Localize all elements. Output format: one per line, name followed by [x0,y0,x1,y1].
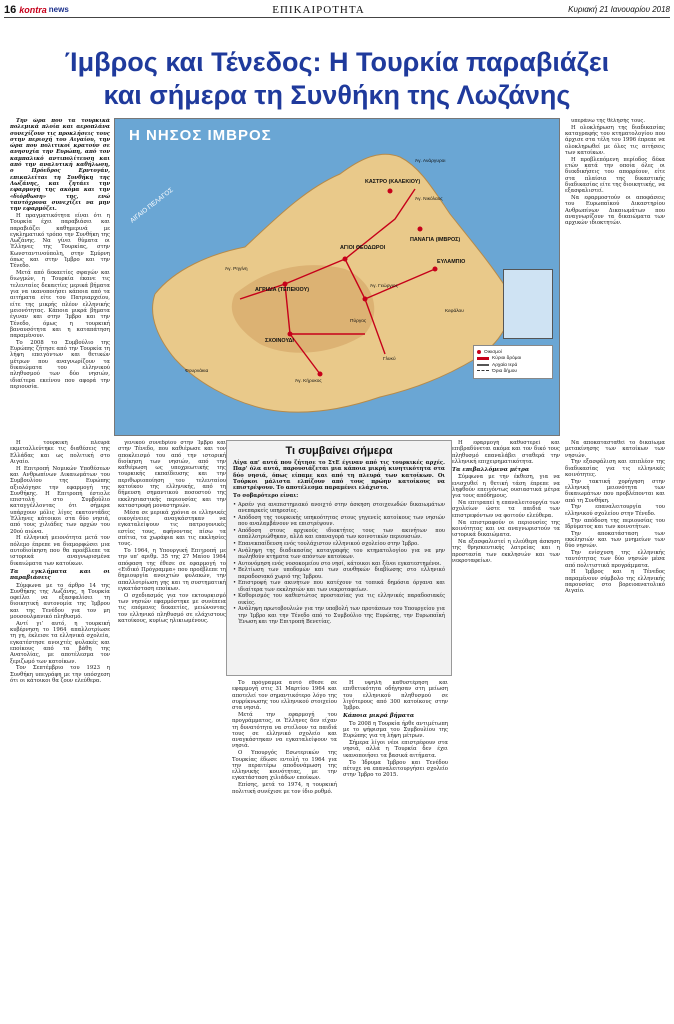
paragraph: Να αποκατασταθεί το δικαίωμα μετακίνησης των κατοίκων των νησιών. [565,440,665,459]
map-graphic [115,119,560,436]
settlement-marker [343,257,348,262]
paragraph: Το 2008 η Τουρκία ήρθε αντιμέτωπη με το ψήφισμα του Συμβουλίου της Ευρώπης για τη λήψη μέτρων. [343,720,448,740]
paragraph: Ο Υπουργός Εσωτερικών της Τουρκίας έδωσε εντολή το 1964 για την περαιτέρω αποδυνάμωση της ελληνικής κοινότητας, με την εγκατάσταση χιλιάδων εποίκων. [232,750,337,782]
legend-item: Οικισμοί [477,350,549,355]
settlement-marker [388,189,393,194]
article-headline [20,46,654,112]
paragraph: Τον Σεπτέμβριο του 1923 η Συνθήκη υπεγράφη με την υπόσχεση ότι οι κάτοικοι θα ζουν ελεύθερα. [10,665,110,684]
location-inset-map [503,269,553,339]
page-number: 16 [4,3,17,16]
place-label: ΑΓΙΟΙ ΘΕΟΔΩΡΟΙ [340,245,386,251]
paragraph: Η πραγματικότητα είναι ότι η Τουρκία έχει παραβιάσει και παραβιάζει καθημερινά με εγκληματικό τρόπο την Συνθήκη της Λωζάνης. Να γίνει θύματα οι Έλληνες της Τουρκίας, στην Κωνσταντινούπολη, στην Σμύρνη όπως και στην Ίμβρο και την Τένεδο. [10,212,110,270]
list-item: • Ανάληψη πρωτοβουλιών για την υποβολή των προτάσεων του Υπουργείου για την Ίμβρο και την Τένεδο από το Συμβούλιο της Ευρώπης, την Ευρωπαϊκή Ένωση και την Επιτροπή Βενετίας. [233,606,445,625]
paragraph: Επίσης, μετά το 1974, η τουρκική πολιτική συνέχισε με τον ίδιο ρυθμό. [232,782,337,795]
column-1-top [10,118,110,438]
place-label: Άγ. Κήρυκος [295,379,322,384]
paragraph: Το 1964, η Υπουργική Επιτροπή με την υπ’ αριθμ. 35 της 27 Μαΐου 1964 απόφαση της έθεσε σε εφαρμογή το «Ειδικό Πρόγραμμα» που προέβλεπε τη δημιουργία ανοιχτών φυλακών, την απαλλοτρίωση γης και τη συστηματική εγκατάσταση εποίκων. [118,548,226,592]
place-label: Άγ. Νικόλαος [415,197,443,202]
place-label: ΠΑΝΑΓΙΑ (ΙΜΒΡΟΣ) [410,237,461,243]
legend-item: Όρια δήμου [477,369,549,374]
list-item: • Ανάληψη της διαδικασίας καταγραφής του κτηματολογίου για να μην πωληθούν κτήματα των απόντων κατοίκων. [233,548,445,560]
settlement-marker [318,372,323,377]
list-item: • Απόδοση της τουρκικής υπηκοότητας στους γηγενείς κατοίκους των νησιών που αναλαμβάνουν να επιστρέψουν. [233,515,445,527]
issue-date: Κυριακή 21 Ιανουαρίου 2018 [568,5,670,14]
place-label: ΑΓΡΙΔΙΑ (ΤΕΠΕΚΙΟΥ) [255,287,309,293]
list-item: • Βελτίωση των υποδομών και των συνθηκών διαβίωσης στο ελληνικό παραδοσιακό χωριό της Ίμβρου. [233,567,445,579]
map-legend [473,345,553,379]
subheading: Τα επιβαλλόμενα μέτρα [452,467,530,474]
paragraph: Ο σχεδιασμός για τον εκτουρκισμό των νησιών εφαρμόστηκε με συνέπεια τις επόμενες δεκαετίες, μειώνοντας τον ελληνικό πληθυσμό σε ελάχιστους κατοίκους, κυρίως ηλικιωμένους. [118,592,226,624]
list-item: • Αυτονόμηση ενός νοσοκομείου στο νησί, κάτοικοι και ξένοι εγκατεστημένοι. [233,561,445,567]
sea-label: ΑΙΓΑΙΟ ΠΕΛΑΓΟΣ [129,186,175,225]
paragraph: Η ελληνική μειονότητα μετά τον πόλεμο έπρεπε να διαμορφώσει μια αυτοδιοίκηση που θα προέβλεπε τα ιστορικά αναγνωρισμένα δικαιώματα των κατοίκων. [10,535,110,567]
brand-suffix: news [48,5,69,14]
paragraph: Να εφαρμοστούν οι αποφάσεις του Ευρωπαϊκού Δικαστηρίου Ανθρωπίνων Δικαιωμάτων που αναγνωρίζουν τα δικαιώματα των αρχικών ιδιοκτητών. [565,195,665,227]
column-5-bottom [565,440,665,1018]
list-item: • Καθορισμός του καθεστώτος προστασίας για τις ελληνικές παραδοσιακές οικίες. [233,593,445,605]
list-item: • Αρσέν για ανεπιστημιακό ανοιχτό στην άσκηση στοιχειωδών δικαιωμάτων ανεπαρκείς υπηρεσίες. [233,502,445,514]
box-subhead: Το σοβαρότερο είναι: [233,493,299,500]
settlement-marker [288,332,293,337]
settlement-marker [363,297,368,302]
paragraph: Η Επιτροπή Νομικών Υποθέσεων και Ανθρωπίνων Δικαιωμάτων του Συμβουλίου της Ευρώπης αξιολόγησε την εφαρμογή της Συνθήκης. Η Επιτροπή έστειλε επιστολή στο Συμβούλιο καταγγέλλοντας ότι σήμερα υπάρχουν μόλις λίγες εκατοντάδες Έλληνες κάτοικοι στα δύο νησιά, από τους χιλιάδες των αρχών του 20ού αιώνα. [10,465,110,535]
imbros-map [114,118,560,436]
paragraph: υπεράνω της θέλησής τους. [571,118,646,124]
settlement-marker [433,267,438,272]
place-label: Φουρνάκια [185,369,209,374]
paragraph: Το 2008 το Συμβούλιο της Ευρώπης ζήτησε από την Τουρκία τη λήψη επειγόντων και θετικών μέτρων που αναγνωρίζουν τα δικαιώματα του ελληνικού πληθυσμού των δύο νησιών, ιδιαίτερα εκείνου που αφορά την περιουσία. [10,339,110,390]
place-label: Άγ. Ρηγίνη [225,267,248,272]
paragraph: γενικού συνεδρίου στην Ίμβρο και στην Τένεδο, που καθιέρωσε και τον αποκλεισμό του από την ιστορική διοίκηση των νησιών, από την καθιέρωση ως υποχρεωτικής της τουρκικής εκπαίδευσης και την περιθωριοποίηση του τελευταίου κατοίκου της ελληνικής, από τη δήμευση σημαντικού ποσοστού της εκκλησιαστικής περιουσίας και την καταστροφή μοναστηριών. [118,440,226,509]
place-label: ΕΥΛΑΜΠΙΟ [437,259,466,265]
place-label: Κεφάλου [445,309,464,314]
paragraph: Η ολοκλήρωση της διαδικασίας καταγραφής του κτηματολογίου που άρχισε στα τέλη του 1996 έπρεπε να ολοκληρωθεί με όλες τις αιτήσεις των κατοίκων. [565,124,665,156]
paragraph: Το πρόγραμμα αυτό έθεσε σε εφαρμογή στις 31 Μαρτίου 1964 και αποτελεί τον σημαντικότερο λόγο της συρρίκνωσης του ελληνικού στοιχείου στα νησιά. [232,680,337,712]
paragraph: Την ενίσχυση της ελληνικής ταυτότητας των δύο νησιών μέσα από πολιτιστικά προγράμματα. [565,550,665,569]
headline-line-1: Ίμβρος και Τένεδος: Η Τουρκία παραβιάζει [64,47,610,77]
box-intro: Λίγα απ’ αυτά που ζήτησε το ΣτΕ έγιναν από τις τουρκικές αρχές. Παρ’ όλα αυτά, παρουσιάζεται μια κάποια μικρή κινητικότητα στα δύο νησιά, όπως είπαμε και από τη πλευρά των κατοίκων. Οι Τούρκοι μάλιστα ελπίζουν από τους πρώην κατοίκους να επιστρέψουν. Το αποτέλεσμα παραμένει ελάχιστο. [233,460,445,492]
box-title: Τι συμβαίνει σήμερα [285,445,393,457]
box-list [233,502,445,625]
paragraph: Το Ίδρυμα Ίμβρου και Τενέδου πέτυχε να επαναλειτουργήσει σχολείο στην Ίμβρο το 2015. [343,759,448,779]
section-title: ΕΠΙΚΑΙΡΟΤΗΤΑ [272,3,365,16]
subheading: Τα εγκλήματα και οι παραβιάσεις [10,568,110,582]
paragraph: Την τακτική χορήγηση στην ελληνική μειονότητα των δικαιωμάτων που προβλέπονται και από τη Συνθήκη. [565,478,665,504]
headline-line-2: και σήμερα τη Συνθήκη της Λωζάνης [103,80,571,110]
paragraph: Την αποκατάσταση των εκκλησιών και των μνημείων των δύο νησιών. [565,530,665,550]
legend-item: Αρχαία Ιερά [477,363,549,368]
list-item: • Απόδοση στους αρχικούς ιδιοκτήτες τους των ακινήτων που απαλλοτριώθηκαν, αλλά και επαναγορά των κοινοτικών περιουσιών. [233,528,445,540]
list-item: • Επιστροφή των ακινήτων που κατέχουν τα τοπικά δημόσια όργανα και ιδιαίτερα των εκκλησιών και των νεκροταφείων. [233,580,445,592]
place-label: Γλυκύ [383,357,396,362]
paragraph: Να εξασφαλιστεί η ελεύθερη άσκηση της θρησκευτικής λατρείας και η προστασία των εκκλησιών και των νεκροταφείων. [452,538,560,564]
paragraph: Να επιστραφούν οι περιουσίες της κοινότητας και να αναγνωριστούν τα ιστορικά δικαιώματα. [452,519,560,539]
map-title: Η ΝΗΣΟΣ ΙΜΒΡΟΣ [129,127,272,144]
paragraph: Η τουρκική πλευρά εκμεταλλεύτηκε τις διαθέσεις της Ελλάδας και ως πολιτική στο Αιγαίο. [10,440,110,465]
paragraph: Την επαναλειτουργία του ελληνικού σχολείου στην Τένεδο. [565,504,665,517]
paragraph: Μετά από δεκαετίες σφαγών και διωγμών, η Τουρκία έκανε τις τελευταίες δεκαετίες μερικά βήματα για να ικανοποιήσει κάποια από τα αιτήματα είτε του Πατριαρχείου, είτε της μικρής πλέον ελληνικής μειονότητας. Κάποια μικρά βήματα έγιναν και στην Ίμβρο και την Τένεδο, όμως η τουρκική βαναυσότητα και η καταπάτηση παραμένουν. [10,270,110,340]
column-4 [452,440,560,1018]
brand-logo: kontra [19,4,47,15]
settlement-marker [283,282,288,287]
paragraph: Η Ίμβρος και η Τένεδος παραμένουν σύμβολο της ελληνικής παρουσίας στο βορειοανατολικό Αιγαίο. [565,569,665,595]
paragraph: Σύμφωνα με την έκθεση, για να ενισχυθεί η θετική τάση έπρεπε να ληφθούν επειγόντως ουσιαστικά μέτρα για τους απόδημους. [452,474,560,500]
paragraph: Την απόδοση της περιουσίας του Ιδρύματος και των κοινοτήτων. [565,517,665,530]
column-3-right [343,680,448,1018]
paragraph: Μετά την εφαρμογή του προγράμματος, οι Έλληνες δεν είχαν τη δυνατότητα να στείλουν τα παιδιά τους σε ελληνικό σχολείο και αναγκάστηκαν να εγκαταλείψουν τα νησιά. [232,711,337,750]
column-5-top [565,118,665,438]
paragraph: Να επιτραπεί η επαναλειτουργία των σχολείων ώστε τα παιδιά των επιστρεφόντων να φοιτούν ελεύθερα. [452,500,560,519]
legend-item: Κύριοι δρόμοι [477,356,549,361]
subheading: Κάποια μικρά βήματα [343,713,415,720]
paragraph: Η προβλεπόμενη περίοδος δέκα ετών κατά την οποία όλες οι διεκδικήσεις του απορρέουν, είτε στα πλαίσια της δικαστικής διαδικασίας είτε της διοικητικής, να εξασφαλιστεί. [565,156,665,195]
paragraph: Την ώρα που τα τουρκικά πολεμικά πλοία και αεροπλάνα συνεχίζουν τις προκλήσεις τους στην περιοχή του Αιγαίου, την ώρα που πολιτικοί κρατούν σε ανησυχία την Ευρώπη, από τον καμπαλικό αντιπολίτευση και από την αναλυτική καθήλωση, ο Πρόεδρος Ερντογάν, επικαλείται τη Συνθήκη της Λωζάνης, και ζητάει την εφαρμογή της ακόμα και την «διόρθωση» της, ενώ ταυτόχρονα συνεχίζει να μην την εφαρμόζει. [10,118,110,213]
place-label: Άγ. Ανάργυροι [415,159,446,164]
sidebar-box [226,440,452,676]
paragraph: Η υψηλή καθυστέρηση και επιθετικότητα οδήγησαν στη μείωση του ελληνικού πληθυσμού σε λιγότερους από 300 κατοίκους στην Ίμβρο. [343,680,448,712]
settlement-marker [418,227,423,232]
paragraph: Σύμφωνα με το άρθρο 14 της Συνθήκης της Λωζάνης, η Τουρκία οφείλει να εξασφαλίσει τη διοικητική αυτονομία της Ίμβρου και της Τενέδου για τον μη μουσουλμανικό πληθυσμό. [10,582,110,621]
place-label: ΣΧΟΙΝΟΥΔΙ [265,338,294,344]
paragraph: Την εξασφάλιση και επιπλέον της διαδικασίας για τις ελληνικές κοινότητες. [565,459,665,478]
page-masthead [4,2,670,18]
place-label: ΚΑΣΤΡΟ (ΚΑΛΕΚΙΟΥ) [365,179,421,185]
paragraph: Αντί γι’ αυτό, η τουρκική κυβέρνηση το 1964 απαλλοτρίωσε τη γη, έκλεισε τα ελληνικά σχολεία, εγκατέστησε ανοιχτές φυλακές και εποίκους από τα βάθη της Ανατολίας, με αποτέλεσμα τον ξεριζωμό των κατοίκων. [10,620,110,665]
place-label: Άγ. Γεώργιος [370,284,398,289]
paragraph: Σήμερα λίγοι νέοι επιστρέφουν στα νησιά, αλλά η Τουρκία δεν έχει ικανοποιήσει τα βασικά αιτήματα. [343,740,448,759]
column-1-bottom [10,440,110,1018]
column-3-left [232,680,337,1018]
paragraph: Μέσα σε μερικά χρόνια οι ελληνικές οικογένειες αναγκάστηκαν να εγκαταλείψουν τις πατρογονικές εστίες τους, αφήνοντας πίσω τα σπίτια, τα χωράφια και τις εκκλησίες τους. [118,509,226,548]
column-2 [118,440,226,1018]
place-label: Πύργος [350,319,367,324]
list-item: • Επανεκπαίδευση ενός τουλάχιστον ελληνικού σχολείου στην Ίμβρο. [233,541,445,547]
paragraph: Η εφαρμογή καθυστερεί και επιβραδύνεται ακόμα και τον δικό τους πληθυσμό επαναλάβει σταθερά την ελληνική επιχειρηματικότητα. [452,440,560,465]
